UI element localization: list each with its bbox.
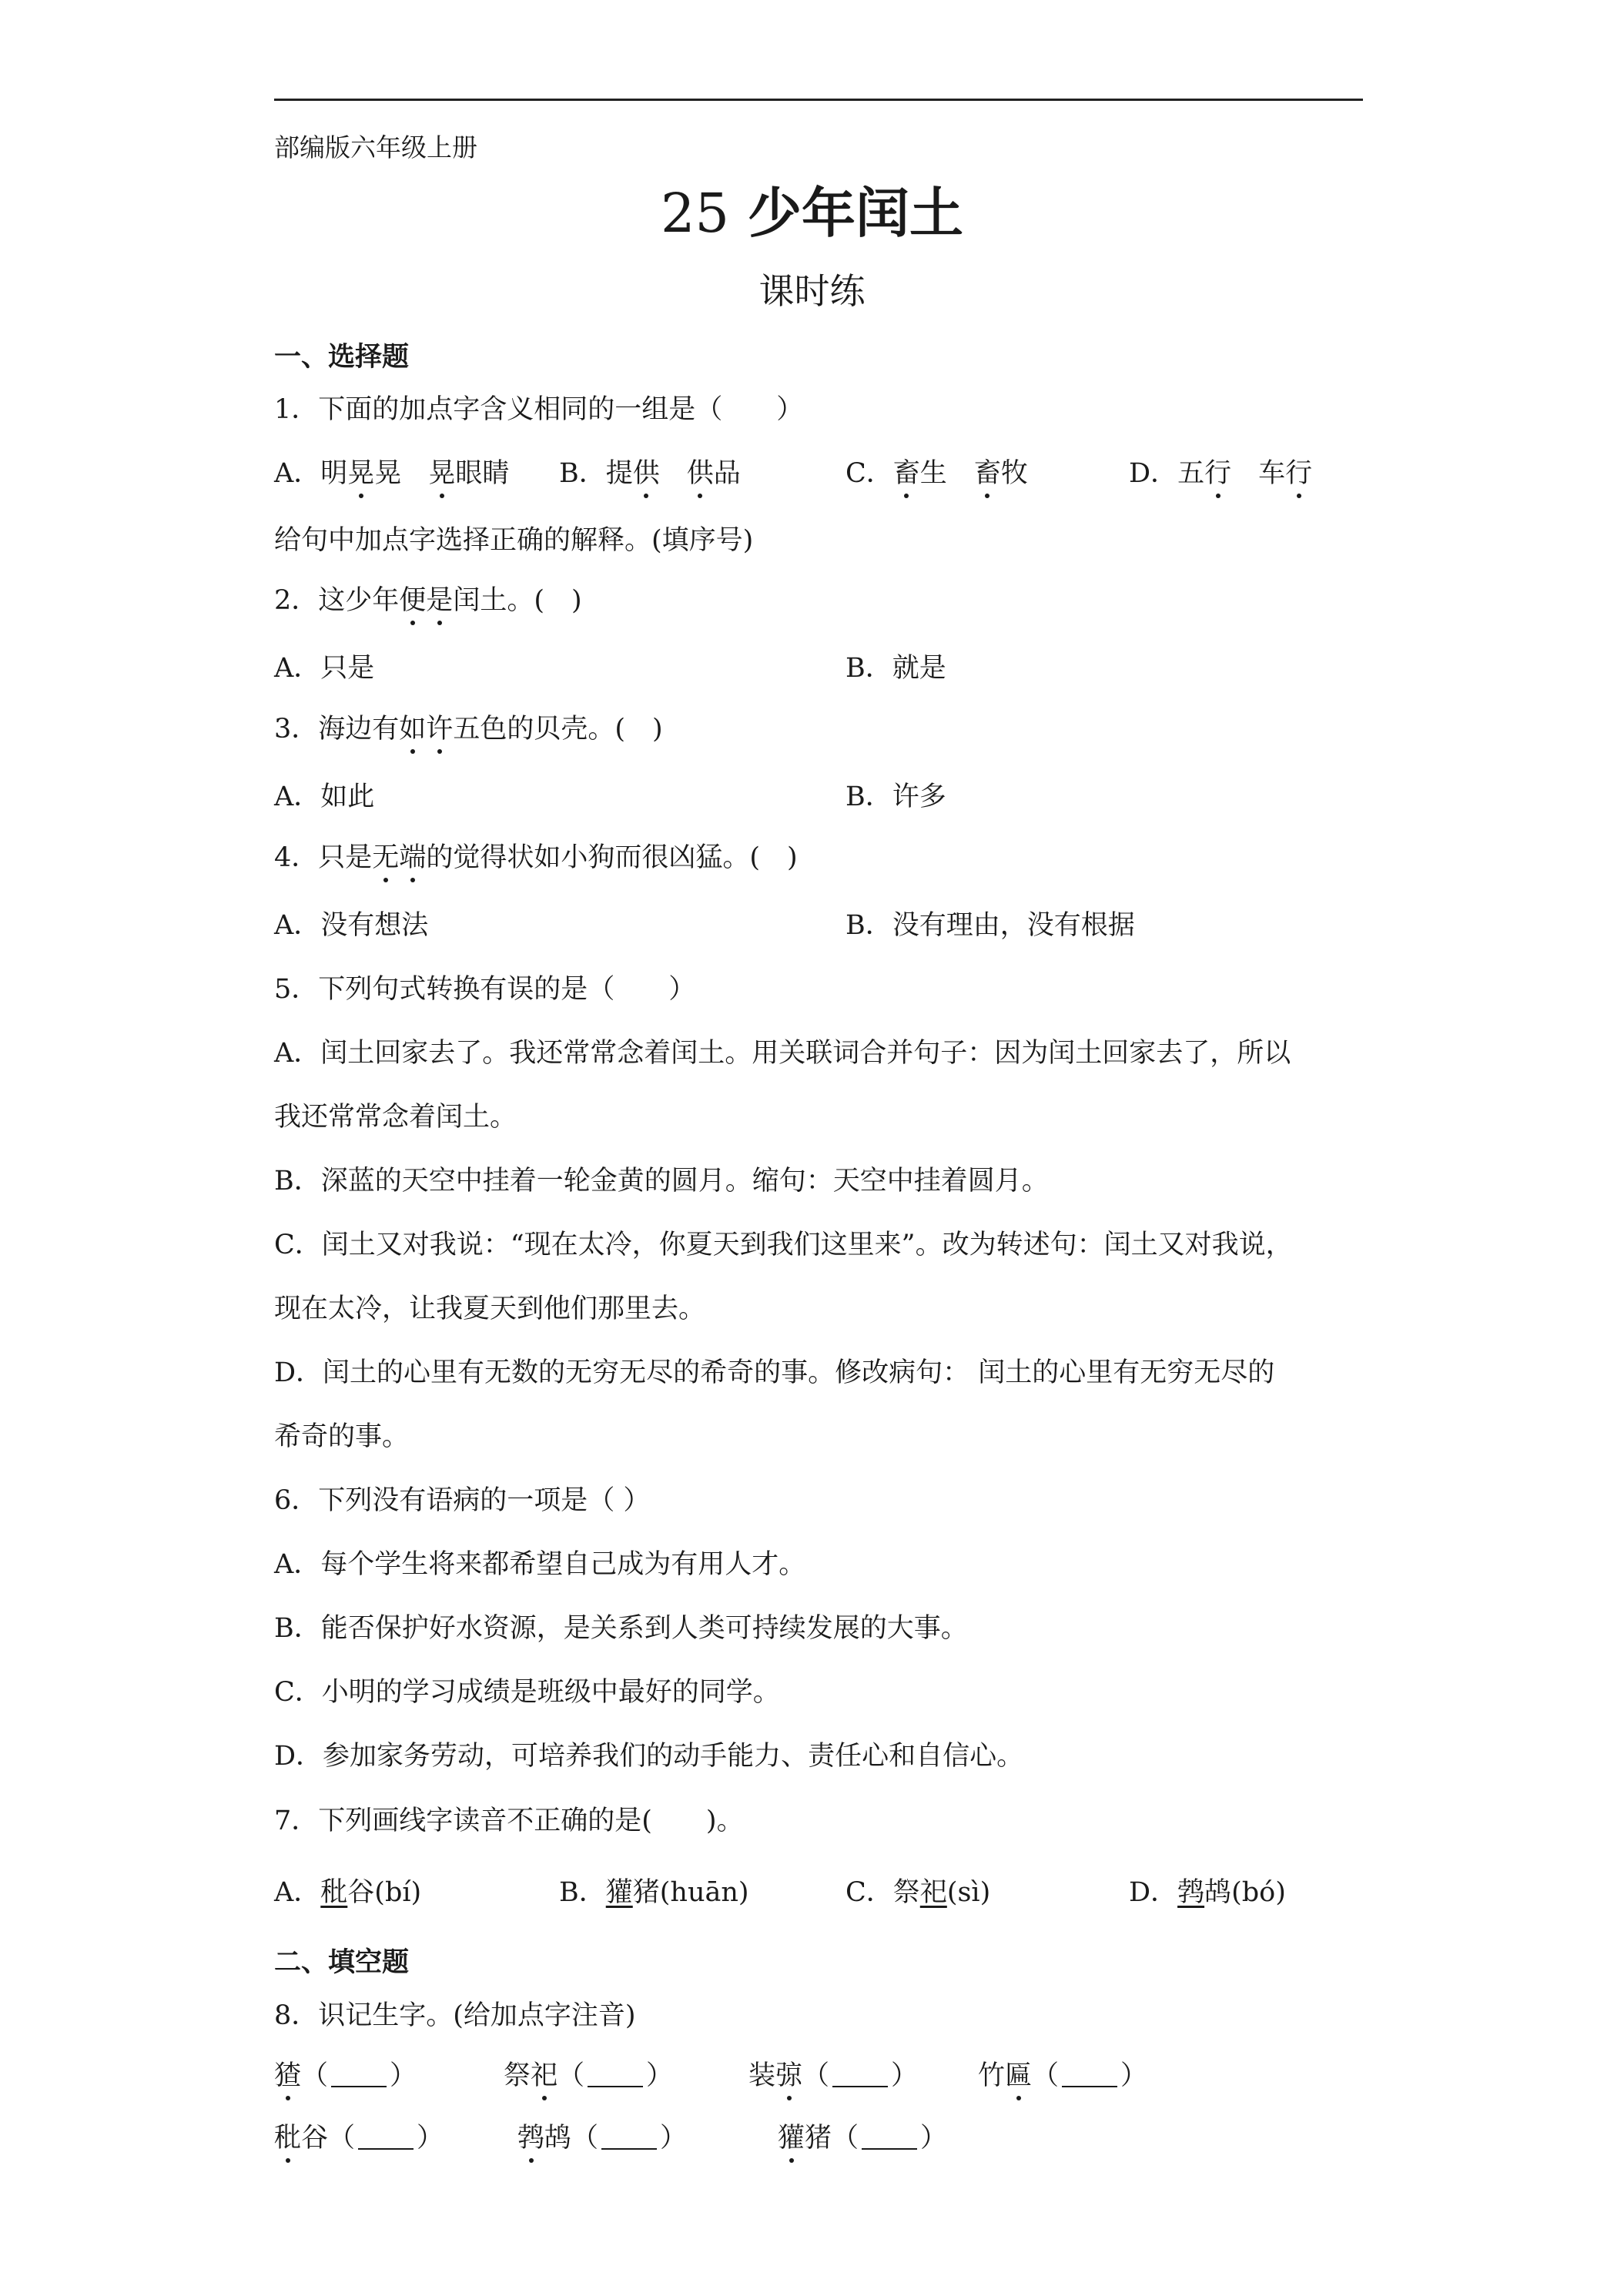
- q5-option-a-line2: 我还常常念着闰土。: [274, 1102, 517, 1133]
- q1-c-word2: 畜牧: [973, 458, 1028, 489]
- dotted-char: 端: [399, 842, 427, 873]
- q1-option-c: [845, 457, 1028, 490]
- paren: （: [802, 2060, 830, 2091]
- plain-char: 祭: [504, 2060, 531, 2091]
- lesson-number: 25: [660, 182, 730, 245]
- q4-option-a: A．没有想法: [274, 910, 429, 941]
- lesson-name: 少年闰土: [748, 181, 964, 245]
- q2-option-b: B．就是: [845, 653, 946, 684]
- paren: ）: [891, 2060, 919, 2091]
- paren: （: [558, 2060, 585, 2091]
- dotted-char: 晃: [428, 458, 456, 489]
- option-label: C．: [845, 1877, 893, 1908]
- plain-char: 鸪: [544, 2123, 572, 2154]
- q8-item-6: [517, 2121, 687, 2155]
- option-label: D．: [1129, 458, 1178, 489]
- q3-option-b: B．许多: [845, 782, 946, 812]
- paren: ）: [1120, 2060, 1148, 2091]
- q7-option-a: [274, 1876, 421, 1909]
- q3-option-a: A．如此: [274, 782, 375, 812]
- dotted-char: 如: [399, 714, 427, 745]
- top-rule: [274, 99, 1363, 101]
- q4-stem-pre: 4．只是: [274, 842, 373, 873]
- plain-char: 猪: [805, 2123, 832, 2154]
- q3-stem-pre: 3．海边有: [274, 714, 400, 745]
- q5-option-d-line1: D．闰土的心里有无数的无穷无尽的希奇的事。修改病句： 闰土的心里有无穷无尽的: [274, 1357, 1275, 1388]
- lesson-title: [0, 179, 1624, 248]
- answer-blank[interactable]: [601, 2125, 657, 2150]
- dotted-char: 秕: [274, 2123, 302, 2154]
- dotted-char: 匾: [1005, 2060, 1033, 2091]
- q3-stem-post: 五色的贝壳。( ): [453, 714, 663, 745]
- paren: （: [328, 2123, 356, 2154]
- paren: ）: [920, 2123, 948, 2154]
- q7-option-d: [1129, 1876, 1286, 1909]
- dotted-char: 行: [1204, 458, 1232, 489]
- q8-item-7: [778, 2121, 947, 2155]
- q5-option-c-line1: C．闰土又对我说：“现在太冷，你夏天到我们这里来”。改为转述句：闰土又对我说，: [274, 1230, 1293, 1260]
- section-heading-fill: 二、填空题: [274, 1946, 410, 1978]
- paren: （: [832, 2123, 859, 2154]
- q6-option-c: C．小明的学习成绩是班级中最好的同学。: [274, 1677, 780, 1708]
- q8-item-4: [978, 2059, 1147, 2093]
- dotted-char: 是: [426, 585, 454, 616]
- option-label: C．: [845, 458, 893, 489]
- q2-stem-pre: 2．这少年: [274, 585, 400, 616]
- answer-blank[interactable]: [588, 2063, 643, 2087]
- q1-option-b: [559, 457, 741, 490]
- q8-item-1: [274, 2059, 417, 2093]
- q1-b-word2: 供品: [686, 458, 741, 489]
- q1-option-a: [274, 457, 509, 490]
- q5-option-d-line2: 希奇的事。: [274, 1421, 410, 1452]
- q7-c-pre: 祭: [892, 1877, 920, 1908]
- q1-d-word1: 五行: [1177, 458, 1232, 489]
- option-label: D．: [1129, 1877, 1178, 1908]
- q2-stem-post: 闰土。( ): [453, 585, 582, 616]
- q1-option-d: [1129, 457, 1312, 490]
- q7-option-b: [559, 1876, 749, 1909]
- dotted-char: 供: [632, 458, 660, 489]
- underlined-char: 祀: [919, 1877, 947, 1908]
- paren: ）: [417, 2123, 444, 2154]
- underlined-char: 秕: [320, 1877, 348, 1908]
- dotted-char: 无: [372, 842, 400, 873]
- q1-b-word1: 提供: [605, 458, 660, 489]
- dotted-char: 供: [686, 458, 714, 489]
- dotted-char: 畜: [892, 458, 920, 489]
- q4-stem: [274, 841, 798, 875]
- dotted-char: 许: [426, 714, 454, 745]
- q2-stem: [274, 584, 582, 618]
- dotted-char: 祀: [531, 2060, 558, 2091]
- q8-item-3: [748, 2059, 918, 2093]
- paren: ）: [390, 2060, 417, 2091]
- paren: ）: [646, 2060, 674, 2091]
- paren: （: [571, 2123, 599, 2154]
- q6-stem: 6．下列没有语病的一项是（ ）: [274, 1485, 651, 1516]
- q1-a-word2: 晃眼睛: [428, 458, 510, 489]
- q4-option-b: B．没有理由，没有根据: [845, 910, 1135, 941]
- answer-blank[interactable]: [331, 2063, 387, 2087]
- option-label: B．: [559, 458, 606, 489]
- answer-blank[interactable]: [358, 2125, 414, 2150]
- answer-blank[interactable]: [862, 2125, 917, 2150]
- lesson-subtitle: 课时练: [758, 270, 866, 312]
- plain-char: 竹: [978, 2060, 1006, 2091]
- q7-a-rest: 谷(bí): [347, 1877, 422, 1908]
- q1-a-word1: 明晃晃: [320, 458, 402, 489]
- q6-option-b: B．能否保护好水资源，是关系到人类可持续发展的大事。: [274, 1613, 968, 1644]
- instruction-text: 给句中加点字选择正确的解释。(填序号): [274, 525, 754, 556]
- dotted-char: 猹: [274, 2060, 302, 2091]
- paren: （: [1032, 2060, 1060, 2091]
- option-label: B．: [559, 1877, 606, 1908]
- q8-stem: 8．识记生字。(给加点字注音): [274, 2000, 636, 2031]
- grade-label: 部编版六年级上册: [274, 132, 477, 162]
- dotted-char: 行: [1285, 458, 1313, 489]
- underlined-char: 鹁: [1177, 1877, 1205, 1908]
- underlined-char: 獾: [605, 1877, 633, 1908]
- q5-stem: 5．下列句式转换有误的是（ ）: [274, 974, 696, 1005]
- section-heading-choice: 一、选择题: [274, 341, 410, 373]
- dotted-char: 鹁: [517, 2123, 545, 2154]
- answer-blank[interactable]: [1062, 2063, 1117, 2087]
- q7-option-c: [845, 1876, 990, 1909]
- paren: ）: [660, 2123, 688, 2154]
- dotted-char: 獾: [778, 2123, 805, 2154]
- q8-item-2: [504, 2059, 673, 2093]
- q3-stem: [274, 712, 663, 746]
- dotted-char: 便: [399, 585, 427, 616]
- plain-char: 装: [748, 2060, 776, 2091]
- q7-b-rest: 猪(huān): [632, 1877, 749, 1908]
- q8-item-5: [274, 2121, 444, 2155]
- q1-stem: 1．下面的加点字含义相同的一组是（ ）: [274, 394, 804, 425]
- answer-blank[interactable]: [832, 2063, 888, 2087]
- dotted-char: 晃: [347, 458, 375, 489]
- q4-stem-post: 的觉得状如小狗而很凶猛。( ): [426, 842, 798, 873]
- dotted-char: 畜: [973, 458, 1001, 489]
- q6-option-a: A．每个学生将来都希望自己成为有用人才。: [274, 1549, 806, 1580]
- q5-option-b: B．深蓝的天空中挂着一轮金黄的圆月。缩句：天空中挂着圆月。: [274, 1166, 1049, 1197]
- q1-c-word1: 畜生: [892, 458, 947, 489]
- q7-stem: 7．下列画线字读音不正确的是( )。: [274, 1806, 744, 1836]
- q5-option-c-line2: 现在太冷，让我夏天到他们那里去。: [274, 1294, 706, 1324]
- plain-char: 谷: [301, 2123, 329, 2154]
- option-label: A．: [274, 1877, 321, 1908]
- q2-option-a: A．只是: [274, 653, 375, 684]
- q7-d-rest: 鸪(bó): [1204, 1877, 1286, 1908]
- q6-option-d: D．参加家务劳动，可培养我们的动手能力、责任心和自信心。: [274, 1741, 1024, 1772]
- paren: （: [301, 2060, 329, 2091]
- q1-d-word2: 车行: [1258, 458, 1313, 489]
- q7-c-rest: (sì): [946, 1877, 991, 1908]
- q5-option-a-line1: A．闰土回家去了。我还常常念着闰土。用关联词合并句子：因为闰土回家去了，所以: [274, 1038, 1291, 1069]
- dotted-char: 弶: [775, 2060, 803, 2091]
- option-label: A．: [274, 458, 321, 489]
